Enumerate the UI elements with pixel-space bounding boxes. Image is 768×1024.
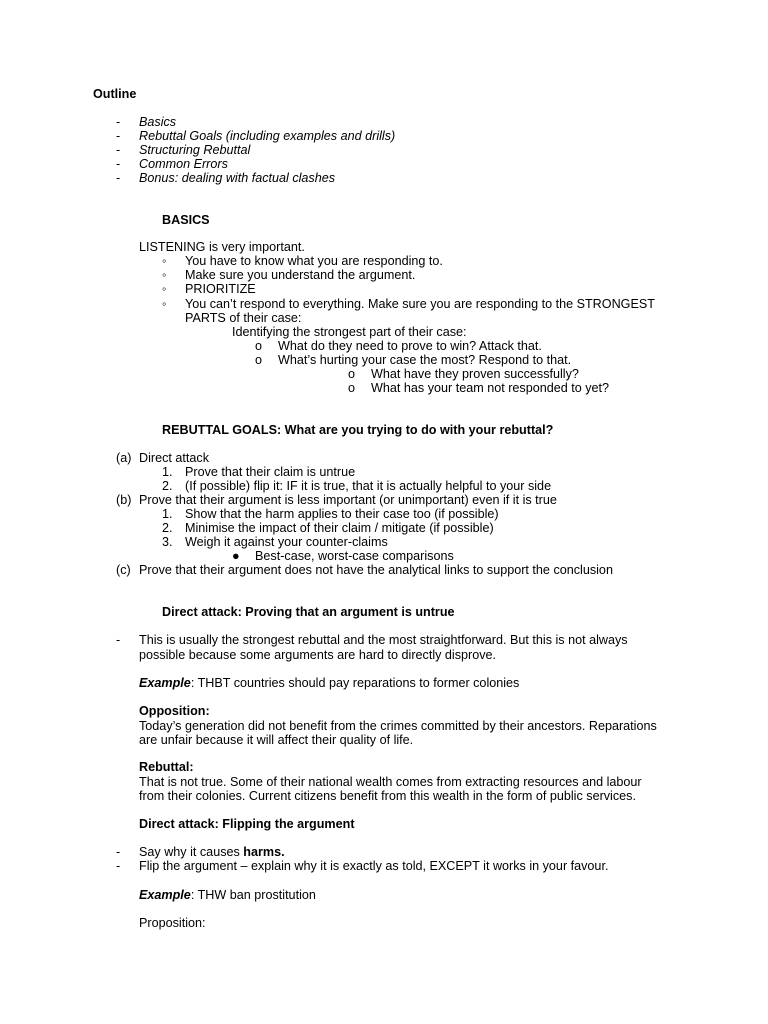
outline-item-basics: Basics xyxy=(139,115,177,129)
goal-b-item: Weigh it against your counter-claims xyxy=(185,535,388,549)
goal-c: Prove that their argument does not have the analytical links to support the conclusion xyxy=(139,563,613,577)
goal-a-item: (If possible) flip it: IF it is true, that it is actually helpful to your side xyxy=(185,479,552,493)
outline-title: Outline xyxy=(93,87,137,101)
outline-item-bonus: Bonus: dealing with factual clashes xyxy=(139,171,336,185)
outline-dash: - xyxy=(116,143,121,157)
basics-subsub-item: What has your team not responded to yet? xyxy=(371,381,610,395)
basics-subsub-item: What have they proven successfully? xyxy=(371,367,579,381)
basics-bullet: Make sure you understand the argument. xyxy=(185,268,416,282)
goal-item-marker: 2. xyxy=(162,521,173,535)
goal-marker: (c) xyxy=(116,563,131,577)
bullet-marker: ◦ xyxy=(162,282,167,296)
rebuttal-text: from their colonies. Current citizens benefit from this wealth in the form of public services. xyxy=(139,789,636,803)
outline-item-common-errors: Common Errors xyxy=(139,157,228,171)
goal-item-marker: 1. xyxy=(162,465,173,479)
dash-marker: - xyxy=(116,633,121,647)
basics-bullet: You have to know what you are responding to. xyxy=(185,254,443,268)
proposition-label: Proposition: xyxy=(139,916,206,930)
dash-marker: - xyxy=(116,859,121,873)
bullet-marker: ◦ xyxy=(162,254,167,268)
goal-a: Direct attack xyxy=(139,451,209,465)
opposition-label: Opposition: xyxy=(139,704,210,718)
dash-marker: - xyxy=(116,845,121,859)
rebuttal-label: Rebuttal: xyxy=(139,760,194,774)
basics-sub-item: What do they need to prove to win? Attack that. xyxy=(278,339,542,353)
example-text: : THBT countries should pay reparations to former colonies xyxy=(190,676,520,690)
example-line xyxy=(139,888,316,902)
outline-dash: - xyxy=(116,129,121,143)
goal-b: Prove that their argument is less important (or unimportant) even if it is true xyxy=(139,493,557,507)
goal-item-marker: 2. xyxy=(162,479,173,493)
goal-item-marker: 1. xyxy=(162,507,173,521)
goal-b-item: Minimise the impact of their claim / mitigate (if possible) xyxy=(185,521,494,535)
opposition-text: are unfair because it will affect their quality of life. xyxy=(139,733,414,747)
bullet-marker: ◦ xyxy=(162,268,167,282)
basics-bullet-cont: PARTS of their case: xyxy=(185,311,302,325)
outline-dash: - xyxy=(116,115,121,129)
goal-marker: (b) xyxy=(116,493,132,507)
bullet-marker: ◦ xyxy=(162,297,167,311)
goal-item-marker: 3. xyxy=(162,535,173,549)
goals-heading: REBUTTAL GOALS: What are you trying to do with your rebuttal? xyxy=(162,423,554,437)
goal-sub-marker: ● xyxy=(232,549,240,563)
example-text: : THW ban prostitution xyxy=(190,888,316,902)
example-line xyxy=(139,676,519,690)
sub-marker: o xyxy=(255,353,263,367)
subsub-marker: o xyxy=(348,381,356,395)
subsub-marker: o xyxy=(348,367,356,381)
flipping-bullet-text: Say why it causes xyxy=(139,845,244,859)
basics-bullet: PRIORITIZE xyxy=(185,282,256,296)
goal-b-item: Show that the harm applies to their case too (if possible) xyxy=(185,507,499,521)
basics-identify: Identifying the strongest part of their case: xyxy=(232,325,467,339)
direct-attack-heading: Direct attack: Proving that an argument is untrue xyxy=(162,605,455,619)
basics-bullet: You can’t respond to everything. Make sure you are responding to the STRONGEST xyxy=(185,297,655,311)
outline-item-structuring: Structuring Rebuttal xyxy=(139,143,251,157)
goal-b-sub: Best-case, worst-case comparisons xyxy=(255,549,454,563)
flipping-bullet-bold: harms. xyxy=(243,845,285,859)
goal-a-item: Prove that their claim is untrue xyxy=(185,465,356,479)
direct-attack-text: possible because some arguments are hard to directly disprove. xyxy=(139,648,497,662)
sub-marker: o xyxy=(255,339,263,353)
basics-sub-item: What’s hurting your case the most? Respond to that. xyxy=(278,353,572,367)
goal-marker: (a) xyxy=(116,451,132,465)
flipping-heading: Direct attack: Flipping the argument xyxy=(139,817,355,831)
outline-item-rebuttal-goals: Rebuttal Goals (including examples and drills) xyxy=(139,129,396,143)
direct-attack-text: This is usually the strongest rebuttal and the most straightforward. But this is not always xyxy=(139,633,628,647)
outline-dash: - xyxy=(116,171,121,185)
flipping-bullet xyxy=(139,845,285,859)
basics-intro: LISTENING is very important. xyxy=(139,240,305,254)
rebuttal-text: That is not true. Some of their national wealth comes from extracting resources and labour xyxy=(139,775,642,789)
basics-heading: BASICS xyxy=(162,213,210,227)
outline-dash: - xyxy=(116,157,121,171)
example-label: Example xyxy=(139,888,191,902)
example-label: Example xyxy=(139,676,191,690)
opposition-text: Today’s generation did not benefit from the crimes committed by their ancestors. Reparations xyxy=(139,719,657,733)
flipping-bullet: Flip the argument – explain why it is exactly as told, EXCEPT it works in your favour. xyxy=(139,859,609,873)
